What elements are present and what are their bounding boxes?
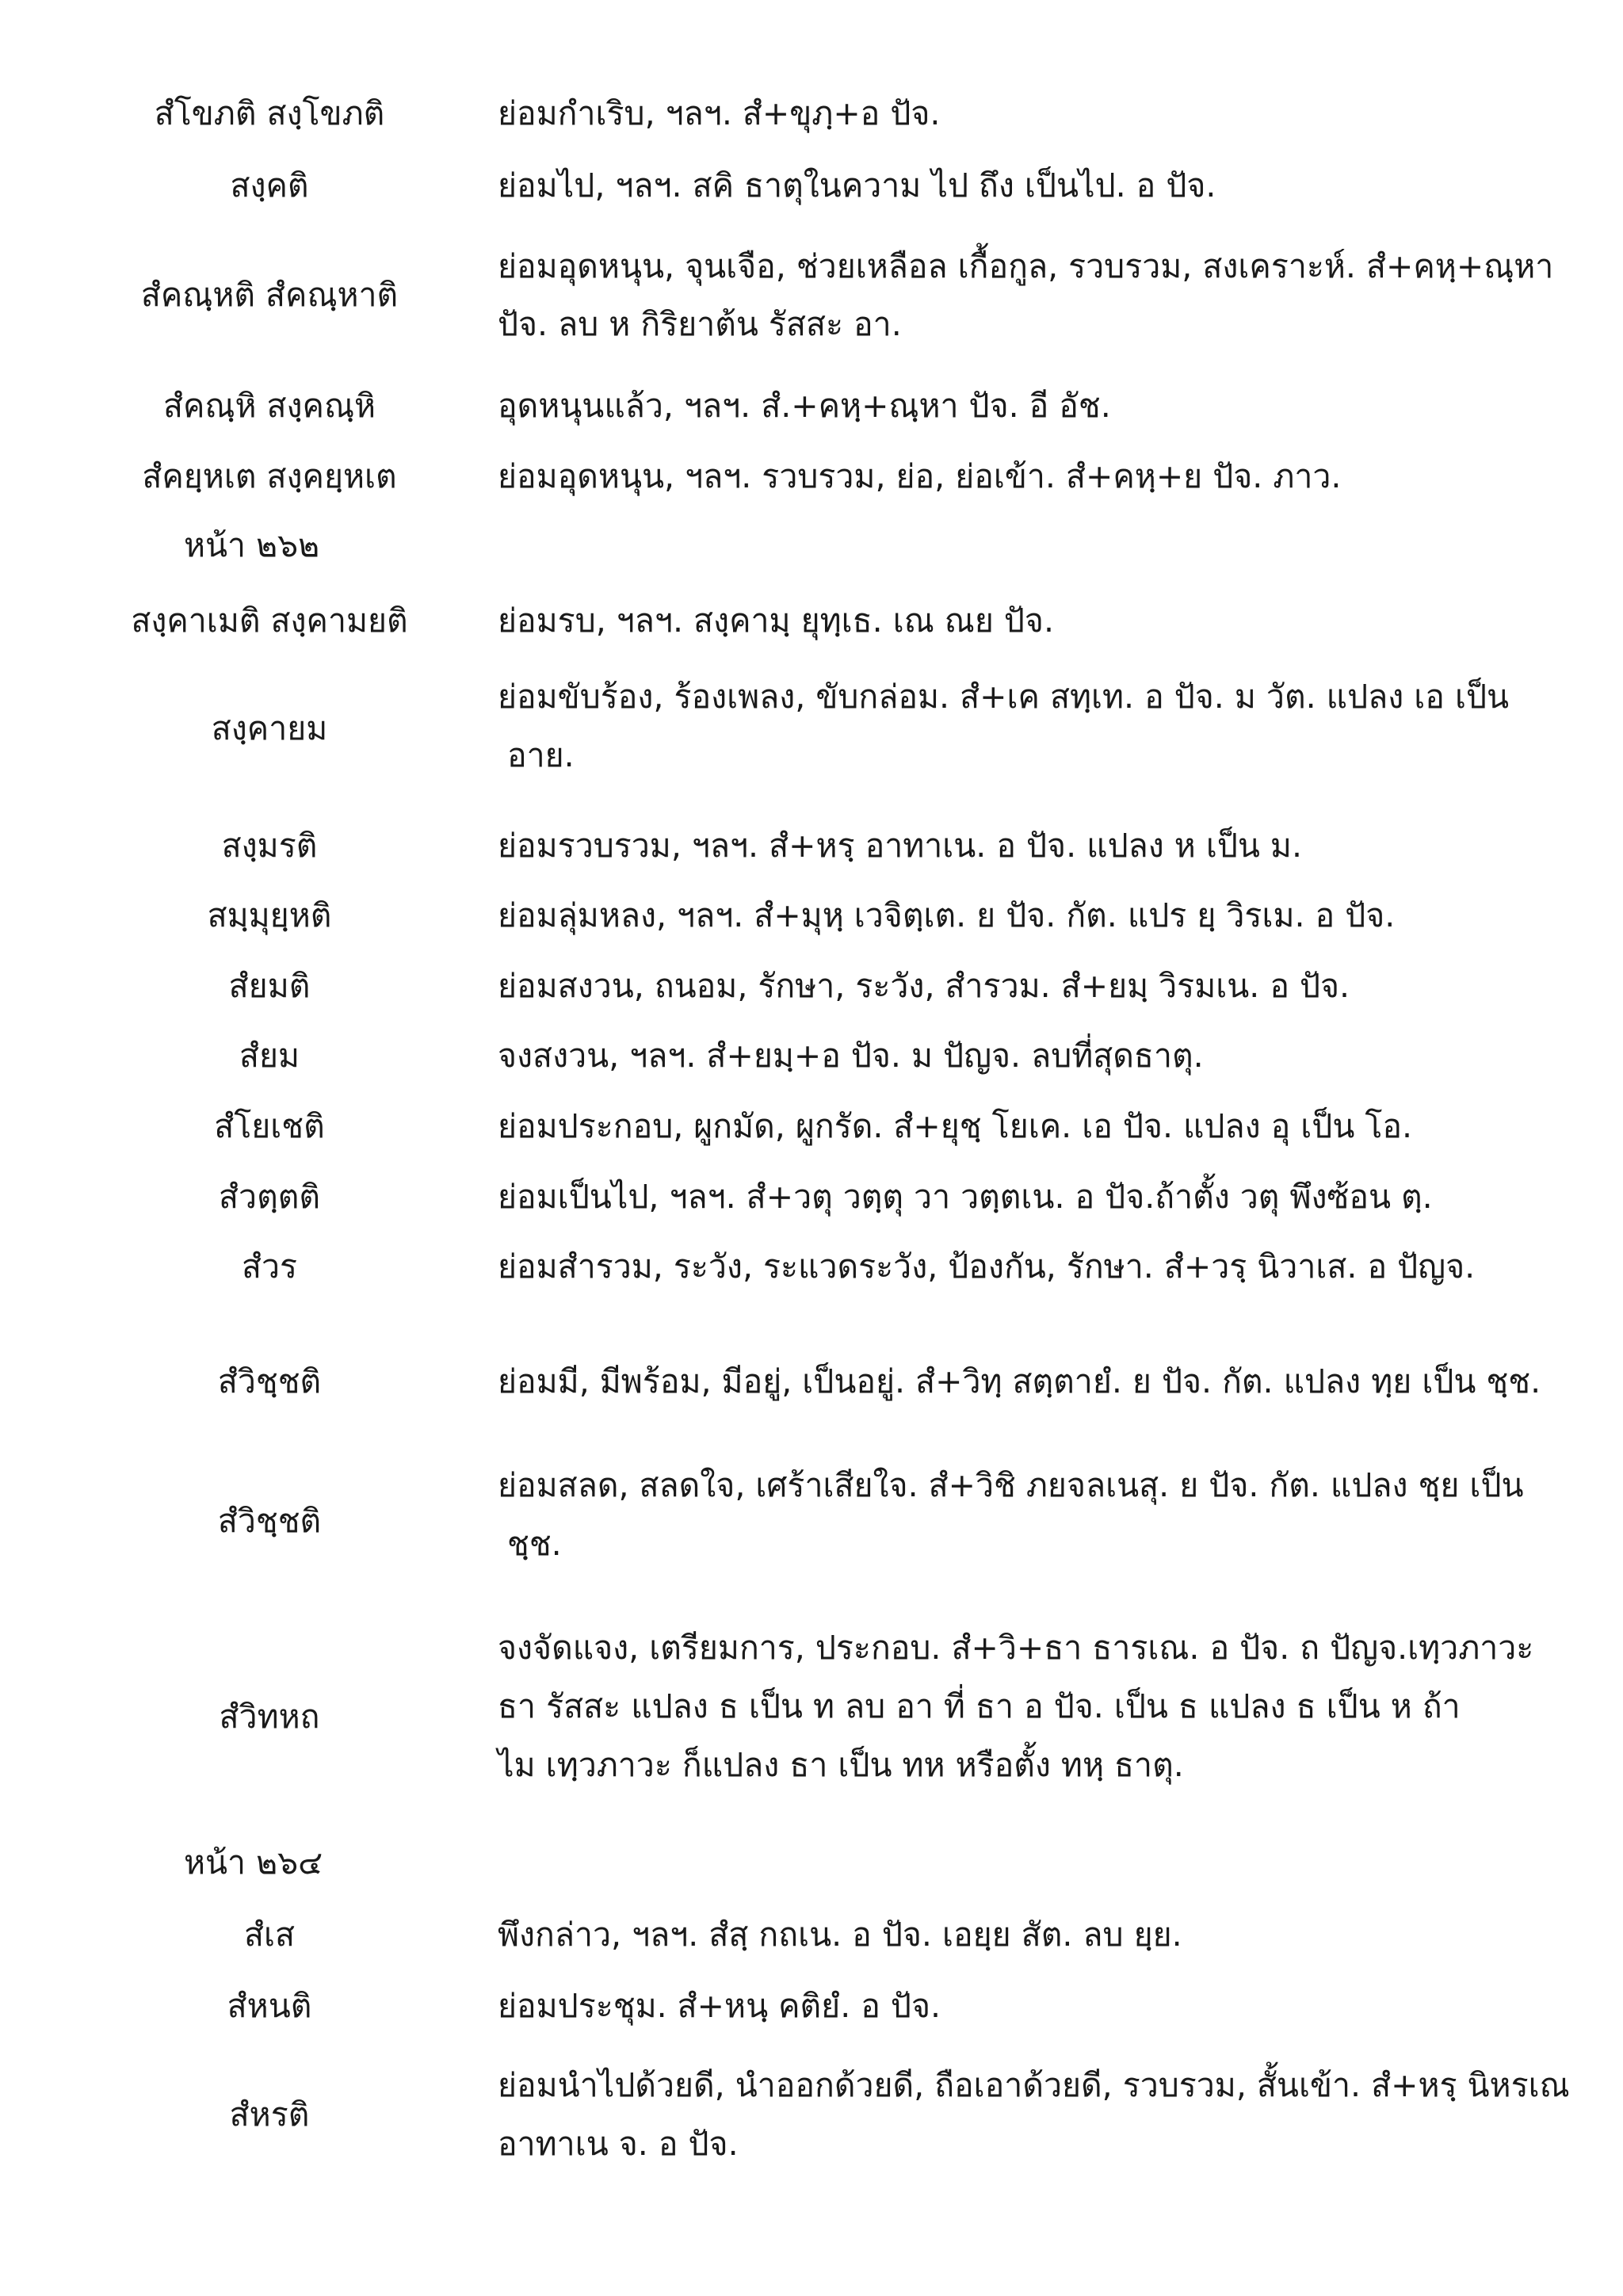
definition-line: ย่อมอุดหนุน, จุนเจือ, ช่วยเหลือล เกื้อกูล, รวบรวม, สงเคราะห์. สํ+คหฺ+ณฺหา bbox=[498, 247, 1554, 285]
definition bbox=[498, 1102, 1595, 1151]
definition-line: ปัจ. ลบ ห กิริยาต้น รัสสะ อา. bbox=[498, 305, 902, 343]
definition bbox=[498, 242, 1595, 349]
definition bbox=[498, 381, 1595, 430]
definition-line: ย่อมประกอบ, ผูกมัด, ผูกรัด. สํ+ยุชฺ โยเค. เอ ปัจ. แปลง อุ เป็น โอ. bbox=[498, 1107, 1413, 1145]
definition-line: ย่อมเป็นไป, ฯลฯ. สํ+วตุ วตฺตุ วา วตฺตเน. อ ปัจ.ถ้าตั้ง วตุ พึงซ้อน ตฺ. bbox=[498, 1178, 1433, 1216]
definition-line: ย่อมรวบรวม, ฯลฯ. สํ+หรฺ อาทาเน. อ ปัจ. แปลง ห เป็น ม. bbox=[498, 827, 1302, 865]
definition-line: ย่อมมี, มีพร้อม, มีอยู่, เป็นอยู่. สํ+วิทฺ สตฺตายํ. ย ปัจ. กัต. แปลง ทฺย เป็น ชฺช. bbox=[498, 1362, 1541, 1400]
definition bbox=[498, 1357, 1595, 1406]
definition bbox=[498, 89, 1595, 138]
definition bbox=[498, 1031, 1595, 1080]
definition-line: ย่อมสงวน, ถนอม, รักษา, ระวัง, สํารวม. สํ+ยมฺ วิรมเน. อ ปัจ. bbox=[498, 967, 1350, 1005]
definition bbox=[498, 161, 1595, 210]
headword: สํยม bbox=[239, 1037, 300, 1075]
definition-line: ย่อมไป, ฯลฯ. สคิ ธาตุในความ ไป ถึง เป็นไป. อ ปัจ. bbox=[498, 166, 1216, 204]
headword: สํโขภติ สงฺโขภติ bbox=[154, 94, 385, 132]
definition-line: ย่อมอุดหนุน, ฯลฯ. รวบรวม, ย่อ, ย่อเข้า. สํ+คหฺ+ย ปัจ. ภาว. bbox=[498, 457, 1342, 495]
definition bbox=[498, 961, 1595, 1010]
definition-line: ชฺช. bbox=[507, 1525, 562, 1563]
headword: สํวร bbox=[241, 1247, 298, 1286]
definition bbox=[498, 1623, 1595, 1790]
headword: สํวตฺตติ bbox=[219, 1178, 320, 1216]
definition bbox=[498, 891, 1595, 940]
headword: สงฺคติ bbox=[230, 166, 309, 204]
definition-line: อาย. bbox=[507, 736, 575, 774]
headword: สมฺมุยฺหติ bbox=[207, 896, 332, 934]
definition-line: ย่อมประชุม. สํ+หนฺ คติยํ. อ ปัจ. bbox=[498, 1987, 941, 2025]
definition bbox=[498, 821, 1595, 870]
definition-line: พึงกล่าว, ฯลฯ. สํสฺ กถเน. อ ปัจ. เอยฺย สัต. ลบ ยฺย. bbox=[498, 1916, 1182, 1954]
definition bbox=[498, 1981, 1595, 2030]
definition-line: ย่อมกําเริบ, ฯลฯ. สํ+ขุภฺ+อ ปัจ. bbox=[498, 94, 941, 132]
definition bbox=[498, 1172, 1595, 1221]
definition bbox=[498, 452, 1595, 501]
definition-line: ย่อมสลด, สลดใจ, เศร้าเสียใจ. สํ+วิชิ ภยจลเนสุ. ย ปัจ. กัต. แปลง ชฺย เป็น bbox=[498, 1466, 1524, 1504]
definition-line: อุดหนุนแล้ว, ฯลฯ. สํ.+คหฺ+ณฺหา ปัจ. อี อัช. bbox=[498, 387, 1111, 425]
headword: สงฺคายม bbox=[211, 709, 328, 747]
page-header-264: หน้า ๒๖๔ bbox=[184, 1843, 323, 1881]
headword: สํโยเชติ bbox=[214, 1107, 325, 1145]
definition bbox=[498, 672, 1595, 780]
headword: สงฺคาเมติ สงฺคามยติ bbox=[131, 602, 408, 640]
headword: สํยมติ bbox=[228, 967, 311, 1005]
headword: สํวิทหถ bbox=[219, 1698, 320, 1736]
definition-line: อาทาเน จ. อ ปัจ. bbox=[498, 2125, 739, 2163]
definition bbox=[498, 596, 1595, 645]
definition bbox=[498, 1910, 1595, 1959]
definition-line: ไม เทฺวภาวะ ก็แปลง ธา เป็น ทห หรือตั้ง ทหฺ ธาตุ. bbox=[498, 1746, 1184, 1784]
headword: สํเส bbox=[243, 1916, 296, 1954]
definition-line: ธา รัสสะ แปลง ธ เป็น ท ลบ อา ที่ ธา อ ปัจ. เป็น ธ แปลง ธ เป็น ห ถ้า bbox=[498, 1687, 1461, 1725]
definition bbox=[498, 1461, 1595, 1568]
definition-line: จงจัดแจง, เตรียมการ, ประกอบ. สํ+วิ+ธา ธารเณ. อ ปัจ. ถ ปัญจ.เทฺวภาวะ bbox=[498, 1629, 1534, 1667]
headword: สํหรติ bbox=[229, 2095, 310, 2134]
definition-line: จงสงวน, ฯลฯ. สํ+ยมฺ+อ ปัจ. ม ปัญจ. ลบที่สุดธาตุ. bbox=[498, 1037, 1204, 1075]
headword: สํคณฺหติ สํคณฺหาติ bbox=[140, 276, 399, 314]
definition-line: ย่อมรบ, ฯลฯ. สงฺคามฺ ยุทฺเธ. เณ ณย ปัจ. bbox=[498, 602, 1054, 640]
definition bbox=[498, 1242, 1595, 1291]
definition-line: ย่อมขับร้อง, ร้องเพลง, ขับกล่อม. สํ+เค สทฺเท. อ ปัจ. ม วัต. แปลง เอ เป็น bbox=[498, 678, 1510, 716]
definition-line: ย่อมสํารวม, ระวัง, ระแวดระวัง, ป้องกัน, รักษา. สํ+วรฺ นิวาเส. อ ปัญจ. bbox=[498, 1247, 1476, 1286]
headword: สํวิชฺชติ bbox=[217, 1362, 322, 1400]
headword: สงฺมรติ bbox=[221, 827, 318, 865]
definition-line: ย่อมนําไปด้วยดี, นําออกด้วยดี, ถือเอาด้วยดี, รวบรวม, สั้นเข้า. สํ+หรฺ นิหรเณ bbox=[498, 2066, 1570, 2104]
headword: สํหนติ bbox=[227, 1987, 312, 2025]
headword: สํคยฺหเต สงฺคยฺหเต bbox=[142, 457, 397, 495]
headword: สํคณฺหิ สงฺคณฺหิ bbox=[162, 387, 376, 425]
definition-line: ย่อมลุ่มหลง, ฯลฯ. สํ+มุหฺ เวจิตฺเต. ย ปัจ. กัต. แปร ยฺ วิรเม. อ ปัจ. bbox=[498, 896, 1396, 934]
definition bbox=[498, 2061, 1595, 2168]
headword: สํวิชฺชติ bbox=[217, 1502, 322, 1540]
page-header-262: หน้า ๒๖๒ bbox=[184, 526, 320, 564]
